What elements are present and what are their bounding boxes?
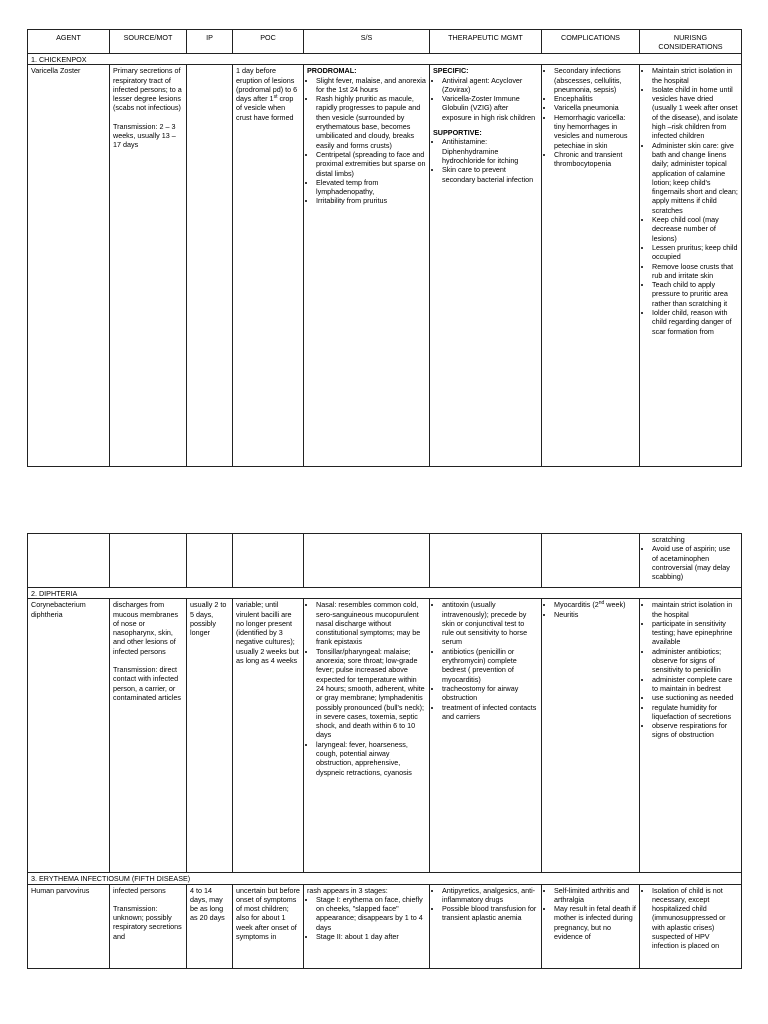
list-item: • Nasal: resembles common cold, sero-sanguineous mucopurulent nasal discharge without constitutional symptoms; may be frank epistaxis — [316, 600, 426, 646]
section-row-chickenpox — [28, 54, 742, 65]
nursing-cell — [640, 65, 742, 467]
complication-superscript: nd — [598, 600, 605, 607]
section-row-diphtheria — [28, 588, 742, 599]
list-item: • Secondary infections (abscesses, cellulitis, pneumonia, sepsis) — [554, 66, 636, 94]
list-item: • Tonsillar/pharyngeal: malaise; anorexia; sore throat; low-grade fever; pulse increased above expected for temperature within 24 hours; smooth, adherent, white or gray membrane; lymphadenitis possibly pronounced (bull's neck); in severe cases, toxemia, septic shock, and death within 6 to 10 days — [316, 647, 426, 740]
list-item: • participate in sensitivity testing; have epinephrine available — [652, 619, 738, 647]
nursing-cell — [640, 599, 742, 873]
list-item: • tracheostomy for airway obstruction — [442, 684, 538, 703]
complications-cell — [542, 65, 640, 467]
header-source: SOURCE/MOT — [110, 30, 187, 54]
list-item: • Neuritis — [554, 610, 636, 619]
prodromal-label: PRODROMAL: — [307, 66, 357, 76]
list-item: • laryngeal: fever, hoarseness, cough, potential airway obstruction, apprehensive, dyspneic retractions, cyanosis — [316, 740, 426, 777]
list-item: • Iolder child, reason with child regarding danger of scar formation from — [652, 308, 738, 336]
list-item: • maintain strict isolation in the hospital — [652, 600, 738, 619]
therapeutic-cell — [430, 599, 542, 873]
list-item: • Avoid use of aspirin; use of acetaminophen controversial (may delay scabbing) — [652, 544, 738, 581]
disease-row-erythema — [28, 884, 742, 968]
supportive-label: SUPPORTIVE: — [433, 128, 482, 138]
disease-row-diphtheria — [28, 599, 742, 873]
list-item: • administer complete care to maintain in bedrest — [652, 675, 738, 694]
section-title: 2. DIPHTERIA — [28, 588, 742, 599]
ss-cell — [304, 884, 430, 968]
list-item: • Antihistamine: Diphenhydramine hydrochloride for itching — [442, 137, 538, 165]
poc-text: 1 day before eruption of lesions (prodromal pd) to 6 days after 1 — [236, 66, 298, 104]
source-cell — [110, 65, 187, 467]
continuation-row — [28, 534, 742, 588]
complication-text-cont: week) — [604, 600, 626, 610]
nursing-cell-continued — [640, 534, 742, 588]
therapeutic-cell — [430, 65, 542, 467]
poc-cell: uncertain but before onset of symptoms of most children; also for about 1 week after onset of symptoms in — [233, 884, 304, 968]
ss-intro: rash appears in 3 stages: — [307, 885, 388, 895]
source-text: infected persons — [113, 885, 166, 895]
agent-cell: Corynebacterium diphtheria — [28, 599, 110, 873]
poc-text-cont: crop of vesicle when crust have formed — [236, 94, 294, 122]
list-item: • Elevated temp from lymphadenopathy, — [316, 178, 426, 197]
header-agent: AGENT — [28, 30, 110, 54]
ss-cell — [304, 65, 430, 467]
list-item: • Remove loose crusts that rub and irritate skin — [652, 262, 738, 281]
list-item: • Isolation of child is not necessary, except hospitalized child (immunosuppressed or with aplastic crises) suspected of HPV infection is placed on — [652, 886, 738, 951]
ip-cell: 4 to 14 days, may be as long as 20 days — [187, 884, 233, 968]
section-title: 3. ERYTHEMA INFECTIOSUM (FIFTH DISEASE) — [28, 873, 742, 884]
header-therapeutic: THERAPEUTIC MGMT — [430, 30, 542, 54]
agent-cell: Varicella Zoster — [28, 65, 110, 467]
ip-cell: usually 2 to 5 days, possibly longer — [187, 599, 233, 873]
list-item: • Skin care to prevent secondary bacterial infection — [442, 165, 538, 184]
specific-label: SPECIFIC: — [433, 66, 469, 76]
list-item: • Lessen pruritus; keep child occupied — [652, 243, 738, 262]
list-item: • Antipyretics, analgesics, anti-inflammatory drugs — [442, 886, 538, 905]
section-row-erythema — [28, 873, 742, 884]
continued-text: scratching — [652, 535, 685, 544]
list-item: • Stage I: erythema on face, chiefly on cheeks, "slapped face" appearance; disappears by 1 to 4 days — [316, 895, 426, 932]
list-item — [554, 600, 636, 609]
complication-text: Myocarditis (2 — [554, 600, 599, 610]
list-item: • Isolate child in home until vesicles have dried (usually 1 week after onset of the disease), and isolate high –risk children from infected children — [652, 85, 738, 141]
list-item: • Rash highly pruritic as macule, rapidly progresses to papule and then vesicle (surrounded by erythematous base, becomes umbilicated and cloudy, breaks easily and forms crusts) — [316, 94, 426, 150]
source-cell — [110, 599, 187, 873]
list-item: • regulate humidity for liquefaction of secretions — [652, 703, 738, 722]
list-item: • antitoxin (usually intravenously); precede by skin or conjunctival test to rule out sensitivity to horse serum — [442, 600, 538, 646]
therapeutic-cell — [430, 884, 542, 968]
list-item: • antibiotics (penicillin or erythromycin) complete bedrest ( prevention of myocarditis) — [442, 647, 538, 684]
list-item: • Antiviral agent: Acyclover (Zovirax) — [442, 76, 538, 95]
header-nursing: NURISNG CONSIDERATIONS — [640, 30, 742, 54]
disease-row-chickenpox — [28, 65, 742, 467]
complications-cell — [542, 884, 640, 968]
header-complications: COMPLICATIONS — [542, 30, 640, 54]
header-poc: POC — [233, 30, 304, 54]
list-item: • Slight fever, malaise, and anorexia for the 1st 24 hours — [316, 76, 426, 95]
transmission-text: Transmission: unknown; possibly respiratory secretions and — [113, 903, 182, 941]
source-text: discharges from mucous membranes of nose or nasopharynx, skin, and other lesions of infected persons — [113, 600, 179, 656]
poc-cell: variable; until virulent bacilli are no longer present (identified by 3 negative cultures); usually 2 weeks but as long as 4 weeks — [233, 599, 304, 873]
list-item: • use suctioning as needed — [652, 693, 738, 702]
page2-table — [27, 533, 742, 969]
list-item: • Centripetal (spreading to face and proximal extremities but sparse on distal limbs) — [316, 150, 426, 178]
list-item: • administer antibiotics; observe for signs of sensitivity to penicillin — [652, 647, 738, 675]
list-item: • Chronic and transient thrombocytopenia — [554, 150, 636, 169]
list-item: • treatment of infected contacts and carriers — [442, 703, 538, 722]
ss-cell — [304, 599, 430, 873]
list-item: • Teach child to apply pressure to pruritic area rather than scratching it — [652, 280, 738, 308]
list-item: • Varicella-Zoster Immune Globulin (VZIG) after exposure in high risk children — [442, 94, 538, 122]
source-text: Primary secretions of respiratory tract of infected persons; to a lesser degree lesions (scabs not infectious) — [113, 66, 182, 113]
list-item: • Self-limited arthritis and arthralgia — [554, 886, 636, 905]
list-item: • Possible blood transfusion for transient aplastic anemia — [442, 904, 538, 923]
poc-superscript: st — [273, 94, 278, 101]
list-item: • Stage II: about 1 day after — [316, 932, 426, 941]
list-item: • Maintain strict isolation in the hospital — [652, 66, 738, 85]
transmission-text: Transmission: 2 – 3 weeks, usually 13 – 17 days — [113, 121, 176, 150]
nursing-cell — [640, 884, 742, 968]
list-item: • Administer skin care: give bath and change linens daily; administer topical application of calamine lotion; keep child's fingernails short and clean; apply mittens if child scratches — [652, 141, 738, 215]
list-item: • Keep child cool (may decrease number of lesions) — [652, 215, 738, 243]
section-title: 1. CHICKENPOX — [28, 54, 742, 65]
poc-cell — [233, 65, 304, 467]
transmission-text: Transmission: direct contact with infected person, a carrier, or contaminated articles — [113, 665, 181, 702]
list-item: • Hemorrhagic varicella: tiny hemorrhages in vesicles and numerous petechiae in skin — [554, 113, 636, 150]
list-item: • Irritability from pruritus — [316, 196, 426, 205]
agent-cell: Human parvovirus — [28, 884, 110, 968]
list-item: • Encephalitis — [554, 94, 636, 103]
ip-cell — [187, 65, 233, 467]
source-cell — [110, 884, 187, 968]
list-item: • Varicella pneumonia — [554, 103, 636, 112]
header-row — [28, 30, 742, 54]
list-item: • May result in fetal death if mother is infected during pregnancy, but no evidence of — [554, 904, 636, 941]
list-item: • observe respirations for signs of obstruction — [652, 721, 738, 740]
complications-cell — [542, 599, 640, 873]
header-ip: IP — [187, 30, 233, 54]
header-ss: S/S — [304, 30, 430, 54]
page1-table — [27, 29, 742, 467]
